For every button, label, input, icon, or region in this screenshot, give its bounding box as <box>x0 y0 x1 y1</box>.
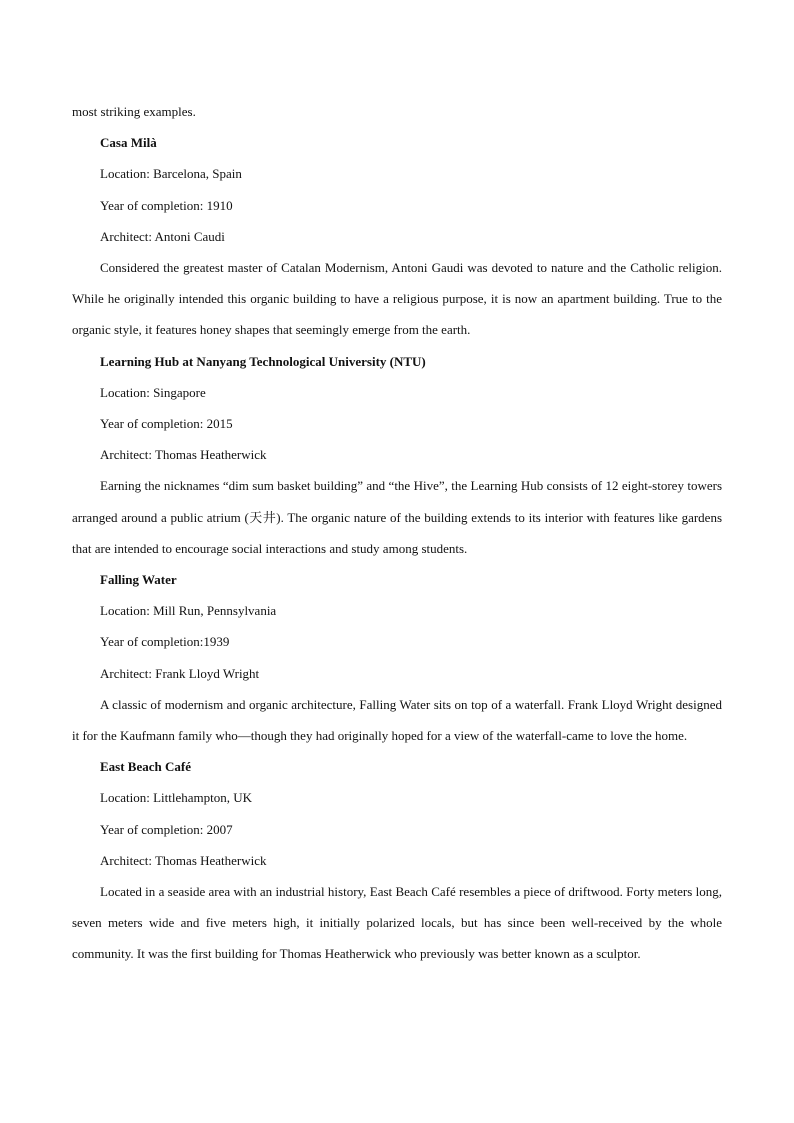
building-location: Location: Barcelona, Spain <box>100 166 242 182</box>
building-year: Year of completion: 1910 <box>100 197 233 213</box>
building-location: Location: Mill Run, Pennsylvania <box>100 603 277 619</box>
building-falling-water <box>72 564 722 751</box>
building-learning-hub <box>72 346 722 564</box>
intro-tail-text: most striking examples. <box>72 104 196 119</box>
building-architect: Architect: Antoni Caudi <box>100 228 225 244</box>
building-casa-mila <box>72 127 722 345</box>
document-page <box>72 96 722 970</box>
building-title: Learning Hub at Nanyang Technological University (NTU) <box>100 353 426 369</box>
building-description: Located in a seaside area with an industrial history, East Beach Café resembles a piece of driftwood. Forty meters long, seven meters wide and five meters high, it initially polarized locals, but has since been well-received by the whole community. It was the first building for Thomas Heatherwick who previously was better known as a sculptor. <box>72 884 722 962</box>
building-location: Location: Singapore <box>100 384 206 400</box>
building-architect: Architect: Thomas Heatherwick <box>100 852 267 868</box>
building-description: Considered the greatest master of Catalan Modernism, Antoni Gaudi was devoted to nature and the Catholic religion. While he originally intended this organic building to have a religious purpose, it is now an apartment building. True to the organic style, it features honey shapes that seemingly emerge from the earth. <box>72 260 722 338</box>
building-title: East Beach Café <box>100 759 191 775</box>
building-title: Casa Milà <box>100 135 157 151</box>
building-description: A classic of modernism and organic architecture, Falling Water sits on top of a waterfall. Frank Lloyd Wright designed it for the Kaufmann family who—though they had originally hoped for a view of the waterfall-came to love the home. <box>72 696 722 744</box>
building-year: Year of completion: 2007 <box>100 821 233 837</box>
building-location: Location: Littlehampton, UK <box>100 790 252 806</box>
building-east-beach-cafe <box>72 751 722 969</box>
building-description: Earning the nicknames “dim sum basket building” and “the Hive”, the Learning Hub consists of 12 eight-storey towers arranged around a public atrium (天井). The organic nature of the building extends to its interior with features like gardens that are intended to encourage social interactions and study among students. <box>72 478 722 556</box>
building-title: Falling Water <box>100 572 177 588</box>
building-year: Year of completion:1939 <box>100 634 230 650</box>
building-year: Year of completion: 2015 <box>100 416 233 432</box>
building-architect: Architect: Frank Lloyd Wright <box>100 665 260 681</box>
building-architect: Architect: Thomas Heatherwick <box>100 447 267 463</box>
